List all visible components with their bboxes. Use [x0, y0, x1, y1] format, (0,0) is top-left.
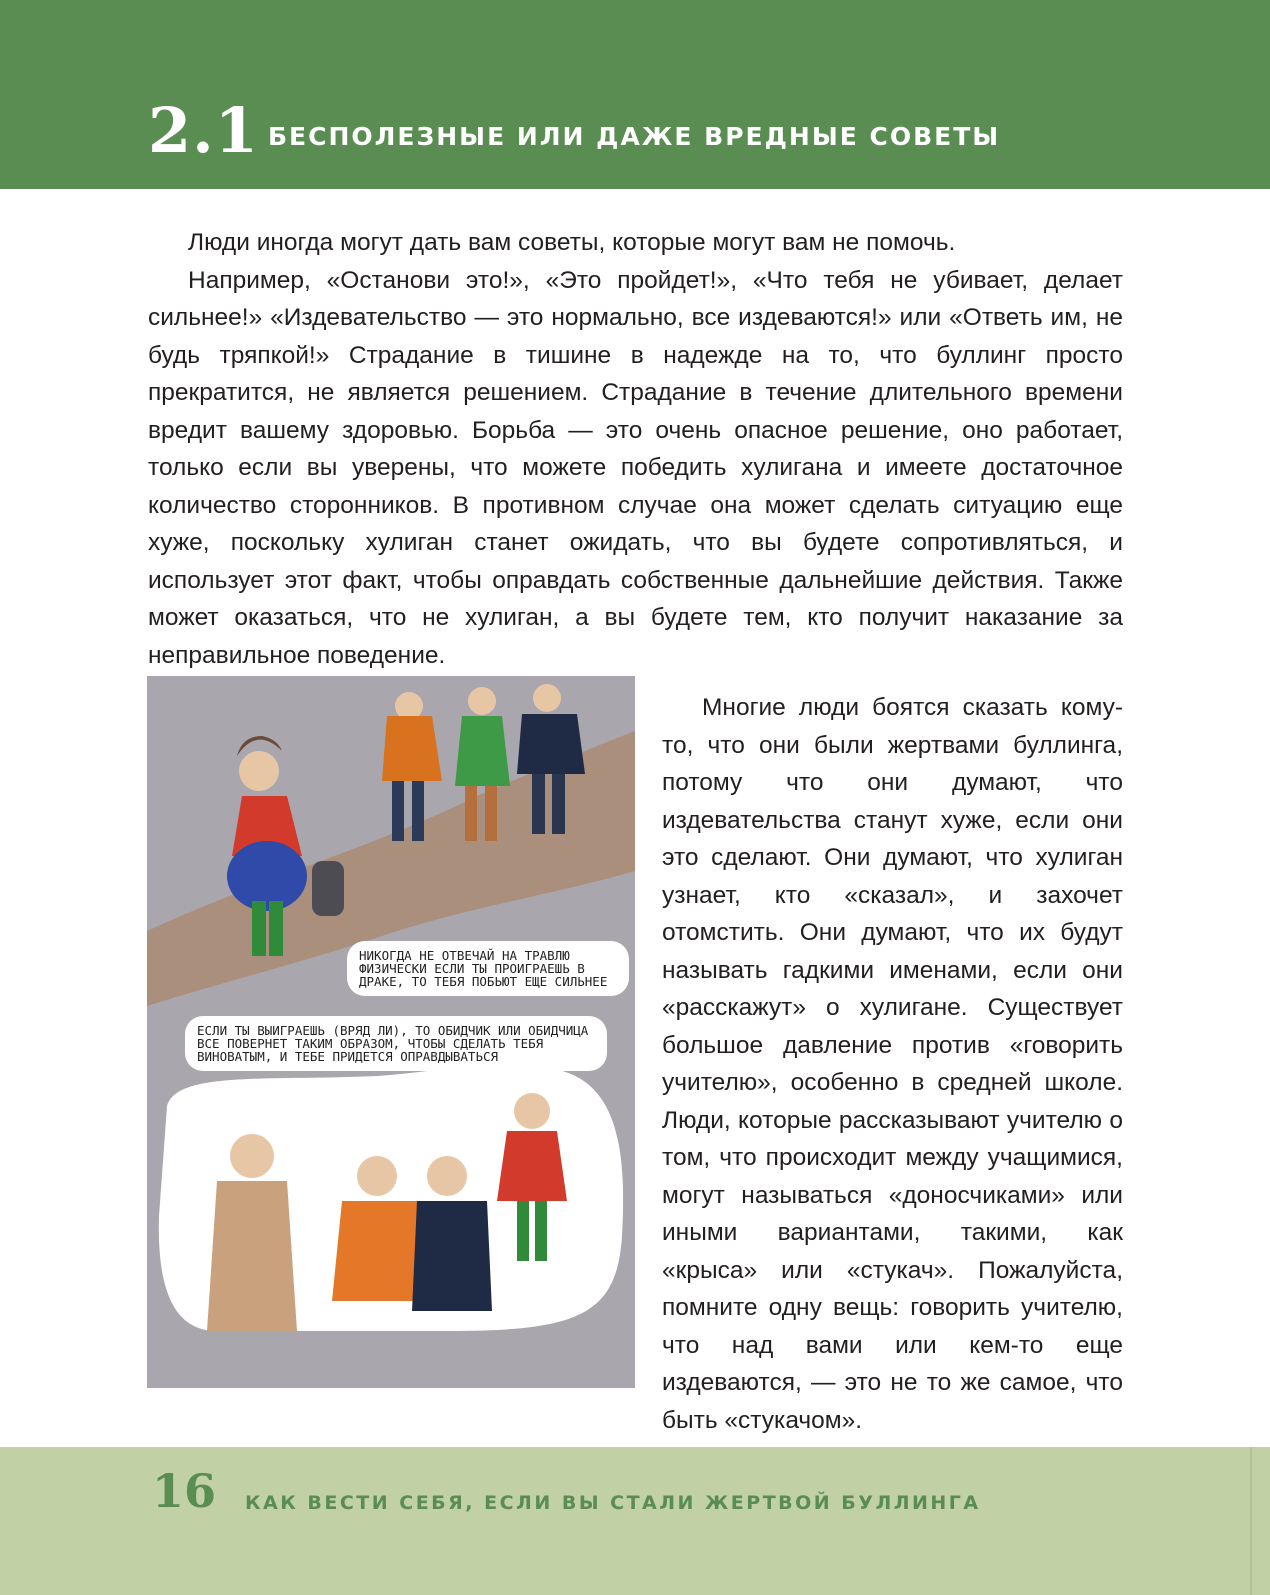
paragraph: Многие люди боятся сказать кому-то, что они были жертвами буллинга, потому что они думают, что издевательства станут хуже, если они это сделают. Они думают, что хулиган узнает, кто «сказал», и захочет отомстить. Они думают, что их будут называть гадкими именами, если они «расскажут» о хулигане. Существует большое давление против «говорить учителю», особенно в средней школе. Люди, которые рассказывают учителю о том, что происходит между учащимися, могут называться «доносчиками» или иными вариантами, такими, как «крыса» или «стукач». Пожалуйста, помните одну вещь: говорить учителю, что над вами или кем-то еще издеваются, — это не то же самое, что быть «стукачом».	[662, 694, 1123, 1434]
paragraph: Например, «Останови это!», «Это пройдет!», «Что тебя не убивает, делает сильнее!» «Издевательство — это нормально, все издеваются!» или «Ответь им, не будь тряпкой!» Страдание в тишине в надежде на то, что буллинг просто прекратится, не является решением. Страдание в течение длительного времени вредит вашему здоровью. Борьба — это очень опасное решение, оно работает, только если вы уверены, что можете победить хулигана и имеете достаточное количество сторонников. В противном случае она может сделать ситуацию еще хуже, поскольку хулиган станет ожидать, что вы будете сопротивляться, и использует этот факт, чтобы оправдать собственные дальнейшие действия. Также может оказаться, что не хулиган, а вы будете тем, кто получит наказание за неправильное поведение.	[148, 266, 1123, 669]
section-title: БЕСПОЛЕЗНЫЕ ИЛИ ДАЖЕ ВРЕДНЫЕ СОВЕТЫ	[268, 122, 1001, 151]
section-number: 2.1	[148, 94, 259, 167]
side-text	[662, 689, 1123, 1439]
chapter-header	[0, 0, 1270, 189]
paragraph: Люди иногда могут дать вам советы, которые могут вам не помочь.	[188, 229, 956, 256]
bubble-text: НИКОГДА НЕ ОТВЕЧАЙ НА ТРАВЛЮ ФИЗИЧЕСКИ ЕСЛИ ТЫ ПРОИГРАЕШЬ В ДРАКЕ, ТО ТЕБЯ ПОБЬЮТ ЕЩЕ СИЛЬНЕЕ	[359, 948, 608, 989]
main-text	[148, 224, 1123, 674]
running-title: КАК ВЕСТИ СЕБЯ, ЕСЛИ ВЫ СТАЛИ ЖЕРТВОЙ БУЛЛИНГА	[245, 1492, 981, 1514]
speech-bubble	[347, 941, 629, 996]
speech-bubble	[185, 1016, 607, 1071]
bubble-text: ЕСЛИ ТЫ ВЫИГРАЕШЬ (ВРЯД ЛИ), ТО ОБИДЧИК ИЛИ ОБИДЧИЦА ВСЕ ПОВЕРНЕТ ТАКИМ ОБРАЗОМ, ЧТОБЫ СДЕЛАТЬ ТЕБЯ ВИНОВАТЫМ, И ТЕБЕ ПРИДЕТСЯ ОПРАВДЫВАТЬСЯ	[197, 1023, 589, 1064]
comic-illustration	[147, 676, 635, 1388]
footer-divider	[1250, 1447, 1252, 1595]
page-footer	[0, 1447, 1270, 1595]
page-number: 16	[152, 1464, 217, 1518]
